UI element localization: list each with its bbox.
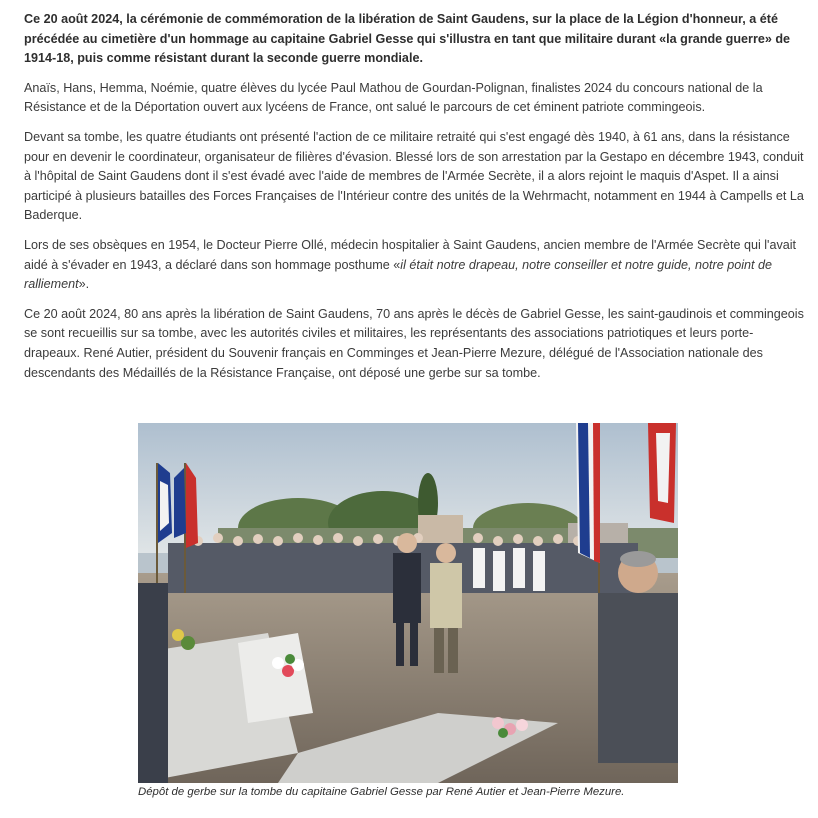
article-body: [24, 10, 804, 393]
ceremony-photo-illustration: [138, 423, 678, 783]
paragraph-resistance: Devant sa tombe, les quatre étudiants ont présenté l'action de ce militaire retraité qui s'est engagé dès 1940, à 61 ans, dans la résistance pour en devenir le coordinateur, organisateur de filières d'évasion. Blessé lors de son arrestation par la Gestapo en décembre 1943, conduit à l'hôpital de Saint Gaudens dont il s'est évadé avec l'aide de membres de l'Armée Secrète, il a alors rejoint le maquis d'Aspet. Il a ainsi participé à plusieurs batailles des Forces Françaises de l'Intérieur contre des unités de la Wehrmacht, notamment en 1944 à Campells et La Baderque.: [24, 129, 804, 223]
paragraph-funeral: [24, 236, 804, 295]
funeral-quote-end: ».: [78, 277, 90, 292]
paragraph-students: Anaïs, Hans, Hemma, Noémie, quatre élèves du lycée Paul Mathou de Gourdan-Polignan, finalistes 2024 du concours national de la Résistance et de la Déportation ouvert aux lycéens de France, ont salué le parcours de cet éminent patriote commingeois.: [24, 80, 763, 115]
funeral-quote: il était notre drapeau, notre conseiller et notre guide, notre point de ralliement: [24, 257, 773, 292]
paragraph-ceremony: Ce 20 août 2024, 80 ans après la libération de Saint Gaudens, 70 ans après le décès de Gabriel Gesse, les saint-gaudinois et commingeois se sont recueillis sur sa tombe, avec les autorités civiles et militaires, les représentants des associations patriotiques et leurs porte-drapeaux. René Autier, président du Souvenir français en Comminges et Jean-Pierre Mezure, délégué de l'Association nationale des descendants des Médaillés de la Résistance Française, ont déposé une gerbe sur sa tombe.: [24, 306, 804, 380]
ceremony-photo: [138, 423, 678, 783]
photo-caption: Dépôt de gerbe sur la tombe du capitaine Gabriel Gesse par René Autier et Jean-Pierre Mezure.: [138, 786, 625, 798]
funeral-text: Lors de ses obsèques en 1954, le Docteur Pierre Ollé, médecin hospitalier à Saint Gaudens, ancien membre de l'Armée Secrète qui l'avait aidé à s'évader en 1943, a déclaré dans son hommage posthume «: [24, 237, 797, 272]
lead-paragraph: Ce 20 août 2024, la cérémonie de commémoration de la libération de Saint Gaudens, sur la place de la Légion d'honneur, a été précédée au cimetière d'un hommage au capitaine Gabriel Gesse qui s'illustra en tant que militaire durant «la grande guerre» de 1914-18, puis comme résistant durant la seconde guerre mondiale.: [24, 12, 791, 66]
